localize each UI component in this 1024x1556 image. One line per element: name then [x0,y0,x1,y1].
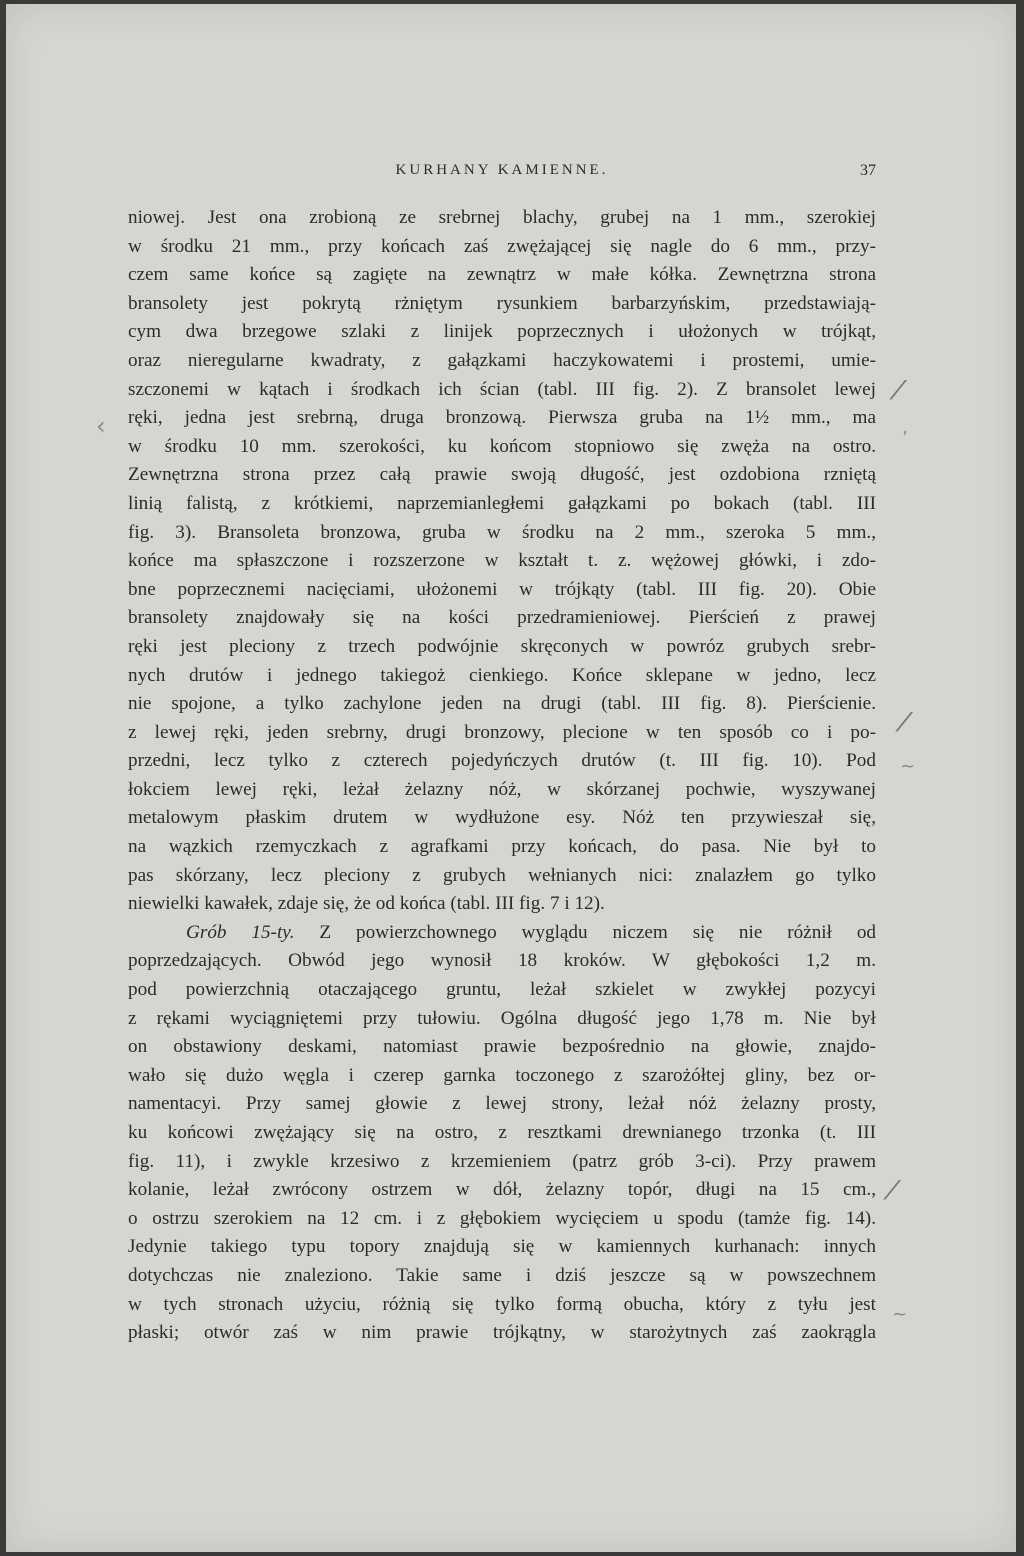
text-line: dotychczas nie znaleziono. Takie same i dziś jeszcze są w powszechnem [128,1264,876,1286]
text-line: łokciem lewej ręki, leżał żelazny nóż, w skórzanej pochwie, wyszywanej [128,778,876,800]
text-line: bransolety znajdowały się na kości przedramieniowej. Pierścień z prawej [128,607,876,629]
pencil-mark-icon: ⁄ [896,376,901,406]
text-line: fig. 11), i zwykle krzesiwo z krzemieniem (patrz grób 3-ci). Przy prawem [128,1150,876,1172]
text-line: Jedynie takiego typu topory znajdują się w kamiennych kurhanach: innych [128,1236,876,1258]
text-line: on obstawiony deskami, natomiast prawie bezpośrednio na głowie, znajdo- [128,1036,876,1058]
text-line: kolanie, leżał zwrócony ostrzem w dół, żelazny topór, długi na 15 cm., [128,1179,876,1201]
pencil-tick-icon: ʼ [902,428,908,449]
pencil-mark-icon: ⁄ [890,1176,895,1206]
text-line: niewielki kawałek, zdaje się, że od końca (tabl. III fig. 7 i 12). [128,893,605,915]
text-line: Zewnętrzna strona przez całą prawie swoją długość, jest ozdobiona rzniętą [128,464,876,486]
text-line: w tych stronach użyciu, różnią się tylko formą obucha, który z tyłu jest [128,1293,876,1315]
pencil-tick-icon: ~ [900,756,916,777]
text-line: w środku 10 mm. szerokości, ku końcom stopniowo się zwęża na ostro. [128,435,876,457]
bracket-mark-icon: ‹ [96,412,106,440]
text-line: nie spojone, a tylko zachylone jeden na drugi (tabl. III fig. 8). Pierścienie. [128,693,876,715]
text-line: wało się dużo węgla i czerep garnka toczonego z szarożółtej gliny, bez or- [128,1064,876,1086]
page-number: 37 [860,162,876,179]
text-line: pod powierzchnią otaczającego gruntu, leżał szkielet w zwykłej pozycyi [128,979,876,1001]
text-line: w środku 21 mm., przy końcach zaś zwężającej się nagle do 6 mm., przy- [128,235,876,257]
body-text [128,204,876,1348]
text-line: bne poprzecznemi nacięciami, ułożonemi w trójkąty (tabl. III fig. 20). Obie [128,578,876,600]
text-line: metalowym płaskim drutem w wydłużone esy. Nóż ten przywieszał się, [128,807,876,829]
text-line: szczonemi w kątach i środkach ich ścian (tabl. III fig. 2). Z bransolet lewej [128,378,876,400]
text-line: czem same końce są zagięte na zewnątrz w małe kółka. Zewnętrzna strona [128,264,876,286]
text-line: pas skórzany, lecz pleciony z grubych wełnianych nici: znalazłem go tylko [128,864,876,886]
text-line: z lewej ręki, jeden srebrny, drugi bronzowy, plecione w ten sposób co i po- [128,721,876,743]
text-line: z rękami wyciągniętemi przy tułowiu. Ogólna długość jego 1,78 m. Nie był [128,1007,876,1029]
text-line-heading [128,919,876,948]
text-line: ręki, jedna jest srebrną, druga bronzową. Pierwsza gruba na 1½ mm., ma [128,407,876,429]
text-line: bransolety jest pokrytą rżniętym rysunkiem barbarzyńskim, przedstawiają- [128,292,876,314]
text-line: o ostrzu szerokiem na 12 cm. i z głębokiem wycięciem u spodu (tamże fig. 14). [128,1207,876,1229]
text-line: cym dwa brzegowe szlaki z linijek poprzecznych i ułożonych w trójkąt, [128,321,876,343]
text-line: końce ma spłaszczone i rozszerzone w kształt t. z. wężowej główki, i zdo- [128,550,876,572]
running-title: KURHANY KAMIENNE. [395,162,609,178]
text-line: ku końcowi zwężający się na ostro, z resztkami drewnianego trzonka (t. III [128,1122,876,1143]
text-line: płaski; otwór zaś w nim prawie trójkątny, w starożytnych zaś zaokrągla [128,1322,876,1344]
text-line: fig. 3). Bransoleta bronzowa, gruba w środku na 2 mm., szeroka 5 mm., [128,521,876,543]
text-line: linią falistą, z krótkiemi, naprzemianległemi gałązkami po bokach (tabl. III [128,492,876,514]
text-line: przedni, lecz tylko z czterech pojedyńczych drutów (t. III fig. 10). Pod [128,750,876,772]
text-line: na wązkich rzemyczkach z agrafkami przy końcach, do pasa. Nie był to [128,836,876,858]
pencil-tick-icon: ~ [892,1304,908,1325]
grave-heading: Grób 15-ty. [186,921,295,943]
text-line: nych drutów i jednego takiegoż cienkiego. Końce sklepane w jedno, lecz [128,664,876,686]
text-line: namentacyi. Przy samej głowie z lewej strony, leżał nóż żelazny prosty, [128,1093,876,1115]
heading-continuation: Z powierzchownego wyglądu niczem się nie różnił od [319,921,877,943]
text-line: ręki jest pleciony z trzech podwójnie skręconych w powróz grubych srebr- [128,635,876,657]
pencil-mark-icon: ⁄ [902,708,907,738]
page-header [128,162,876,188]
text-line: niowej. Jest ona zrobioną ze srebrnej blachy, grubej na 1 mm., szerokiej [128,207,876,228]
text-line: poprzedzających. Obwód jego wynosił 18 kroków. W głębokości 1,2 m. [128,950,876,972]
text-line: oraz nieregularne kwadraty, z gałązkami haczykowatemi i prostemi, umie- [128,349,876,371]
document-page [6,4,1016,1552]
